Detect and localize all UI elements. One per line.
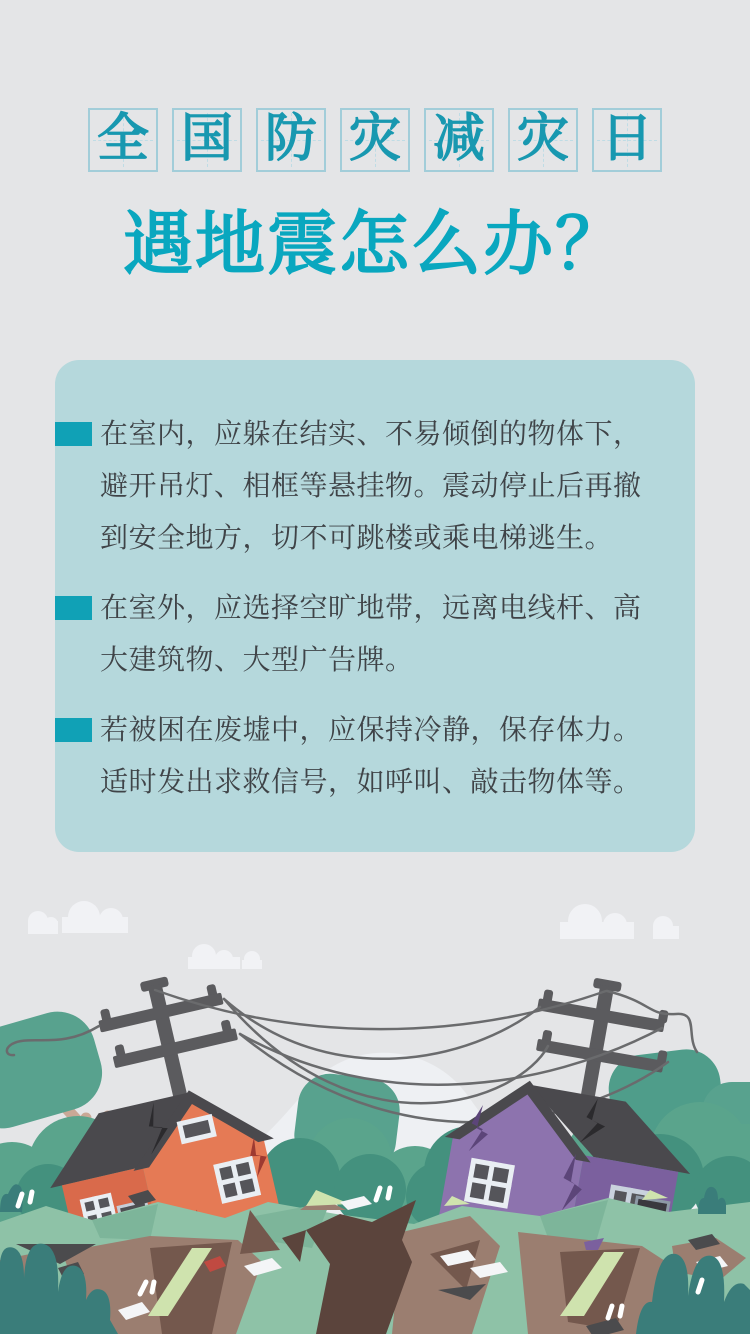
tips-card [55, 360, 695, 852]
tip-text: 若被困在废墟中，应保持冷静，保存体力。适时发出求救信号，如呼叫、敲击物体等。 [100, 714, 642, 797]
title-char: 灾 [516, 111, 569, 168]
tip-item [55, 704, 695, 808]
title-char: 全 [96, 111, 149, 168]
title-char: 国 [180, 111, 233, 168]
title-char-box [256, 108, 326, 172]
bullet-marker [55, 718, 92, 742]
title-char: 防 [264, 111, 317, 168]
tip-text: 在室外，应选择空旷地带，远离电线杆、高大建筑物、大型广告牌。 [100, 592, 642, 675]
title-char-box [424, 108, 494, 172]
title-char-box [88, 108, 158, 172]
title-char-box [508, 108, 578, 172]
clouds [28, 901, 679, 969]
title-char-box [592, 108, 662, 172]
tip-item [55, 408, 695, 564]
title-char-box [340, 108, 410, 172]
bullet-marker [55, 596, 92, 620]
title-char-box [172, 108, 242, 172]
title-char: 减 [432, 111, 485, 168]
title-char: 灾 [348, 111, 401, 168]
tip-item [55, 582, 695, 686]
tip-text: 在室内，应躲在结实、不易倾倒的物体下，避开吊灯、相框等悬挂物。震动停止后再撤到安全地方，切不可跳楼或乘电梯逃生。 [100, 418, 642, 553]
earthquake-illustration [0, 874, 750, 1334]
tree-foliage [0, 1003, 111, 1138]
window [464, 1158, 515, 1209]
bullet-marker [55, 422, 92, 446]
grid-title [88, 108, 662, 172]
title-char: 日 [600, 111, 653, 168]
page-title: 遇地震怎么办？ [123, 205, 627, 283]
